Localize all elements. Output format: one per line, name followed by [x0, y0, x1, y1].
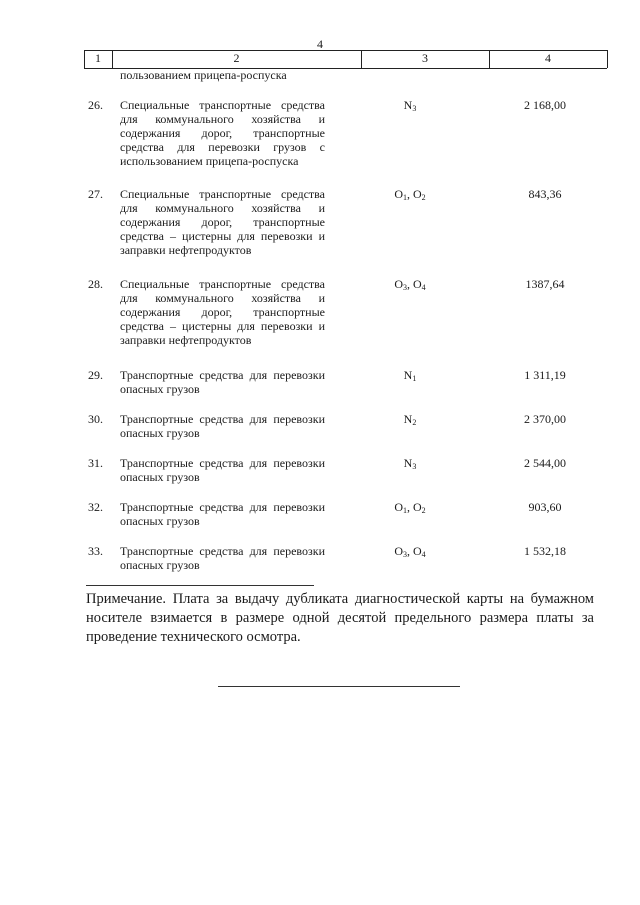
vehicle-category: [360, 412, 460, 426]
vehicle-description: Транспортные средства для перевозки опасных грузов: [120, 368, 325, 396]
category-code: $N_2$: [403, 412, 417, 427]
category-code: $O_4$: [413, 544, 426, 559]
note-divider: [86, 585, 314, 586]
vehicle-description: Транспортные средства для перевозки опасных грузов: [120, 500, 325, 528]
vehicle-description: Транспортные средства для перевозки опасных грузов: [120, 412, 325, 440]
end-divider: [218, 686, 460, 687]
vehicle-description: Транспортные средства для перевозки опасных грузов: [120, 544, 325, 572]
footnote: Примечание. Плата за выдачу дубликата диагностической карты на бумажном носителе взимается в размере одной десятой предельного размера платы за проведение технического осмотра.: [86, 591, 594, 645]
column-header-4: 4: [545, 51, 551, 65]
vehicle-category: [360, 456, 460, 470]
vehicle-category: $O_1$, $O_2$: [394, 500, 426, 515]
row-number: 32.: [88, 500, 103, 514]
fee-amount: 2 168,00: [524, 98, 566, 112]
continuation-text: пользованием прицепа-роспуска: [120, 68, 287, 82]
vehicle-description: Специальные транспортные средства для коммунального хозяйства и содержания дорог, транспортные средства – цистерны для перевозки и заправки нефтепродуктов: [120, 277, 325, 347]
table-column-header: [84, 50, 607, 68]
category-code: $O_1$: [394, 187, 407, 202]
category-code: $O_2$: [413, 500, 426, 515]
row-number: 27.: [88, 187, 103, 201]
fee-amount: 1387,64: [525, 277, 565, 291]
row-number: 30.: [88, 412, 103, 426]
row-number: 29.: [88, 368, 103, 382]
column-header-2: 2: [233, 51, 240, 65]
row-number: 26.: [88, 98, 103, 112]
column-header-3: 3: [422, 51, 428, 65]
row-number: 31.: [88, 456, 103, 470]
vehicle-description: Специальные транспортные средства для коммунального хозяйства и содержания дорог, транспортные средства – цистерны для перевозки и заправки нефтепродуктов: [120, 187, 325, 257]
vehicle-category: $O_3$, $O_4$: [394, 277, 426, 292]
category-code: $N_1$: [403, 368, 417, 383]
fee-amount: 1 532,18: [524, 544, 566, 558]
vehicle-description: Транспортные средства для перевозки опасных грузов: [120, 456, 325, 484]
category-code: $N_3$: [403, 456, 417, 471]
fee-amount: 2 544,00: [524, 456, 566, 470]
column-header-1: 1: [95, 51, 101, 65]
vehicle-category: [360, 98, 460, 112]
fee-amount: 903,60: [528, 500, 562, 514]
category-code: $N_3$: [403, 98, 417, 113]
category-code: $O_3$: [394, 277, 407, 292]
vehicle-category: [360, 368, 460, 382]
vehicle-category: $O_3$, $O_4$: [394, 544, 426, 559]
fee-amount: 843,36: [528, 187, 562, 201]
row-number: 28.: [88, 277, 103, 291]
category-code: $O_2$: [413, 187, 426, 202]
row-number: 33.: [88, 544, 103, 558]
page-number: 4: [317, 37, 323, 51]
category-code: $O_1$: [394, 500, 407, 515]
fee-amount: 2 370,00: [524, 412, 566, 426]
vehicle-category: $O_1$, $O_2$: [394, 187, 426, 202]
category-code: $O_3$: [394, 544, 407, 559]
fee-amount: 1 311,19: [524, 368, 566, 382]
vehicle-description: Специальные транспортные средства для коммунального хозяйства и содержания дорог, транспортные средства для перевозки грузов с использованием прицепа-роспуска: [120, 98, 325, 168]
category-code: $O_4$: [413, 277, 426, 292]
